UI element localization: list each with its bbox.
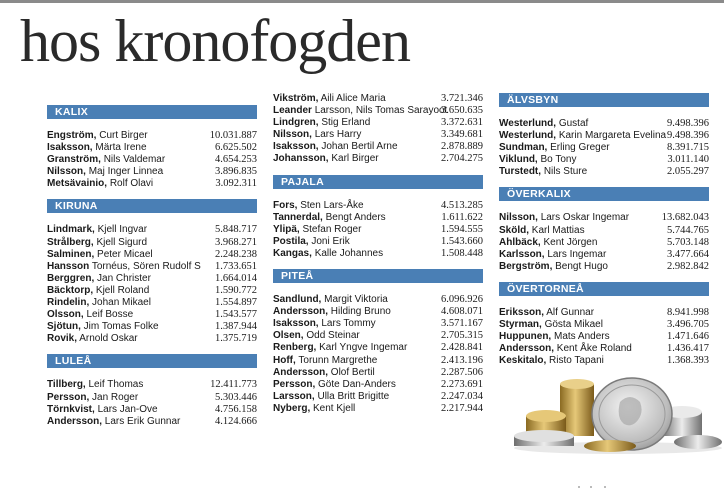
debtor-name (47, 379, 143, 391)
debtor-surname: Postila, (273, 235, 309, 247)
debtor-name (499, 142, 610, 154)
table-row (499, 212, 709, 224)
table-row (499, 307, 709, 319)
table-row (273, 330, 483, 342)
debt-amount: 9.498.396 (667, 118, 709, 129)
debt-amount: 1.387.944 (215, 321, 257, 333)
debtor-name (47, 273, 151, 285)
debtor-given-names: Johan Mikael (92, 297, 151, 309)
table-row (47, 416, 257, 428)
debt-amount: 3.011.140 (667, 154, 709, 166)
table-row (47, 178, 257, 190)
table-row (273, 391, 483, 403)
debtor-given-names: Torunn Margrethe (298, 354, 378, 366)
table-row (273, 141, 483, 153)
debtor-surname: Nyberg, (273, 402, 311, 414)
debtor-surname: Sandlund, (273, 294, 322, 306)
debtor-name (47, 309, 133, 321)
table-row (499, 261, 709, 273)
section-header: ÖVERKALIX (499, 187, 709, 201)
debtor-name (47, 154, 165, 166)
debtor-given-names: Karl Birger (331, 153, 379, 165)
table-row (47, 333, 257, 345)
debtor-surname: Hoff, (273, 354, 296, 366)
column-middle (273, 93, 483, 424)
debt-amount: 2.287.506 (441, 366, 483, 378)
debtor-surname: Karlsson, (499, 248, 545, 260)
debtor-given-names: Jan Roger (92, 391, 139, 403)
table-row (273, 248, 483, 260)
table-row (47, 249, 257, 261)
debtor-name (273, 367, 375, 379)
debtor-name (499, 130, 666, 142)
debt-amount: 1.508.448 (441, 247, 483, 259)
table-row (499, 237, 709, 249)
debtor-given-names: Erling Greger (550, 142, 610, 154)
debtor-surname: Bäcktorp, (47, 284, 94, 296)
table-row (273, 93, 483, 105)
table-row (499, 130, 709, 142)
table-row (499, 225, 709, 237)
debtor-name (273, 93, 386, 105)
debt-amount: 5.303.446 (215, 391, 257, 403)
debtor-name (273, 306, 391, 318)
debtor-surname: Sjötun, (47, 321, 81, 333)
debtor-name (47, 261, 201, 273)
debtor-given-names: Stig Erland (321, 117, 371, 129)
debt-amount: 2.247.034 (441, 390, 483, 402)
section-overtornea (499, 282, 709, 367)
debtor-surname: Isaksson, (47, 142, 93, 154)
debtor-name (47, 142, 147, 154)
debtor-surname: Leander (273, 105, 312, 117)
debtor-given-names: Nils Sture (543, 166, 588, 178)
debt-amount: 3.349.681 (441, 129, 483, 141)
debtor-name (273, 330, 360, 342)
debt-amount: 1.375.719 (215, 333, 257, 345)
table-row (273, 153, 483, 165)
debt-amount: 2.217.944 (441, 402, 483, 414)
debt-amount: 1.554.897 (215, 297, 257, 309)
debtor-surname: Rindelin, (47, 297, 90, 309)
debtor-name (47, 321, 159, 333)
debtor-given-names: Lars Tommy (321, 318, 376, 330)
debtor-given-names: Alf Gunnar (546, 306, 595, 318)
debt-amount: 3.571.167 (441, 318, 483, 330)
table-row (47, 261, 257, 273)
debtor-surname: Isaksson, (273, 141, 319, 153)
debtor-surname: Huppunen, (499, 331, 552, 343)
debtor-name (499, 166, 587, 178)
debtor-surname: Renberg, (273, 342, 317, 354)
debtor-given-names: Aili Alice Maria (320, 93, 386, 104)
debt-amount: 8.941.998 (667, 306, 709, 318)
table-row (47, 166, 257, 178)
debt-amount: 8.391.715 (667, 142, 709, 154)
debtor-name (47, 416, 180, 428)
debtor-given-names: Lars Ingemar (547, 248, 607, 260)
debt-amount: 3.092.311 (215, 178, 257, 190)
debtor-given-names: Jim Tomas Folke (83, 321, 159, 333)
section-kiruna (47, 199, 257, 345)
debtor-name (499, 355, 604, 367)
debtor-given-names: Lars Oskar Ingemar (540, 212, 630, 224)
table-row (47, 237, 257, 249)
table-row (273, 342, 483, 354)
debtor-surname: Törnkvist, (47, 403, 95, 415)
debt-amount: 10.031.887 (209, 130, 257, 141)
table-row (273, 236, 483, 248)
debt-amount: 1.590.772 (215, 284, 257, 296)
debtor-name (499, 343, 632, 355)
table-row (47, 154, 257, 166)
debt-amount: 6.625.502 (215, 142, 257, 154)
debtor-name (273, 342, 407, 354)
section-pitea (273, 269, 483, 415)
debt-amount: 6.096.926 (441, 294, 483, 306)
debtor-given-names: Lars Harry (314, 129, 362, 141)
debtor-given-names: Tornéus, Sören Rudolf S (91, 260, 201, 272)
debtor-surname: Tillberg, (47, 379, 86, 391)
section-kalix (47, 105, 257, 190)
section-lulea (47, 354, 257, 427)
debtor-name (47, 333, 138, 345)
debtor-name (273, 141, 398, 153)
debtor-given-names: Margit Viktoria (324, 294, 388, 306)
section-overkalix (499, 187, 709, 272)
table-row (273, 105, 483, 117)
debtor-given-names: Kjell Roland (95, 284, 150, 296)
debtor-surname: Sundman, (499, 142, 548, 154)
debtor-name (499, 331, 610, 343)
debtor-surname: Westerlund, (499, 130, 557, 142)
debtor-surname: Andersson, (47, 415, 103, 427)
debt-amount: 3.896.835 (215, 166, 257, 178)
debt-amount: 1.543.577 (215, 309, 257, 321)
table-row (47, 379, 257, 391)
section-header: ÄLVSBYN (499, 93, 709, 107)
debtor-given-names: Kalle Johannes (314, 247, 384, 259)
debtor-surname: Nilsson, (499, 212, 538, 224)
debt-amount: 4.513.285 (441, 199, 483, 211)
table-row (273, 318, 483, 330)
debtor-surname: Andersson, (273, 306, 329, 318)
debtor-surname: Berggren, (47, 272, 95, 284)
debtor-surname: Eriksson, (499, 306, 545, 318)
section-header: LULEÅ (47, 354, 257, 368)
debt-amount: 1.733.651 (215, 260, 257, 272)
debt-amount: 3.477.664 (667, 248, 709, 260)
debtor-surname: Kangas, (273, 247, 312, 259)
debtor-name (273, 403, 355, 415)
debtor-surname: Salminen, (47, 248, 95, 260)
debt-amount: 4.654.253 (215, 154, 257, 166)
table-row (273, 367, 483, 379)
section-alvsbyn (499, 93, 709, 178)
debt-amount: 1.611.622 (441, 211, 483, 223)
section-header: PITEÅ (273, 269, 483, 283)
debtor-surname: Keskitalo, (499, 355, 547, 367)
debtor-surname: Ylipä, (273, 223, 300, 235)
debtor-name (273, 212, 386, 224)
debt-amount: 1.594.555 (441, 223, 483, 235)
debtor-surname: Tannerdal, (273, 211, 323, 223)
table-row (47, 321, 257, 333)
debtor-surname: Bergström, (499, 260, 553, 272)
debtor-name (499, 319, 603, 331)
column-left (47, 105, 257, 437)
debtor-given-names: Mats Anders (554, 331, 610, 343)
debt-amount: 12.411.773 (210, 379, 257, 391)
debtor-surname: Rovik, (47, 333, 78, 345)
debt-amount: 1.664.014 (215, 272, 257, 284)
debtor-name (273, 153, 379, 165)
debtor-given-names: Karin Margareta Evelina (558, 130, 667, 142)
debtor-surname: Westerlund, (499, 118, 557, 129)
debtor-surname: Vikström, (273, 93, 319, 104)
section-header: PAJALA (273, 175, 483, 189)
section-header: KALIX (47, 105, 257, 119)
debtor-given-names: Kent Kjell (313, 402, 356, 414)
debtor-surname: Isaksson, (273, 318, 319, 330)
debtor-given-names: Odd Steinar (306, 330, 360, 342)
table-row (47, 285, 257, 297)
debtor-given-names: Göte Dan-Anders (318, 378, 396, 390)
table-row (273, 129, 483, 141)
section-header: KIRUNA (47, 199, 257, 213)
table-row (47, 130, 257, 142)
debt-amount: 2.413.196 (441, 354, 483, 366)
debtor-given-names: Bo Tony (540, 154, 577, 166)
debtor-given-names: Gösta Mikael (544, 319, 603, 331)
top-rule (0, 0, 724, 3)
debtor-given-names: Gustaf (558, 118, 589, 129)
debtor-surname: Styrman, (499, 319, 542, 331)
debtor-name (47, 237, 147, 249)
debtor-name (499, 261, 608, 273)
debtor-surname: Persson, (273, 378, 316, 390)
table-row (499, 249, 709, 261)
table-row (499, 355, 709, 367)
debt-amount: 1.368.393 (667, 355, 709, 367)
debt-amount: 13.682.043 (661, 212, 709, 224)
debt-amount: 3.372.631 (441, 117, 483, 129)
debtor-name (47, 249, 153, 261)
debtor-name (273, 355, 377, 367)
debt-amount: 2.878.889 (441, 141, 483, 153)
debtor-name (273, 224, 361, 236)
debtor-given-names: Curt Birger (99, 130, 148, 141)
debt-amount: 3.496.705 (667, 319, 709, 331)
debtor-name (273, 236, 350, 248)
debtor-given-names: Kjell Sigurd (96, 236, 148, 248)
debtor-surname: Olsson, (47, 309, 84, 321)
debtor-given-names: Märta Irene (95, 142, 147, 154)
debtor-surname: Persson, (47, 391, 90, 403)
debtor-given-names: Karl Mattias (531, 224, 585, 236)
debtor-given-names: Kent Jörgen (543, 236, 598, 248)
debtor-name (47, 285, 149, 297)
table-row (47, 404, 257, 416)
debtor-name (499, 237, 597, 249)
coins-illustration (512, 372, 724, 454)
debtor-name (273, 391, 389, 403)
debt-amount: 2.248.238 (215, 248, 257, 260)
debtor-given-names: Ulla Britt Brigitte (317, 390, 390, 402)
table-row (47, 309, 257, 321)
debtor-surname: Viklund, (499, 154, 538, 166)
section-header: ÖVERTORNEÅ (499, 282, 709, 296)
table-row (47, 273, 257, 285)
debtor-surname: Olsen, (273, 330, 304, 342)
debtor-given-names: Olof Bertil (330, 366, 375, 378)
debt-amount: 2.705.315 (441, 330, 483, 342)
table-row (47, 224, 257, 236)
debtor-given-names: Stefan Roger (302, 223, 362, 235)
table-row (499, 154, 709, 166)
table-row (273, 403, 483, 415)
debt-amount: 3.721.346 (441, 93, 483, 104)
debtor-given-names: Risto Tapani (549, 355, 604, 367)
table-row (47, 392, 257, 404)
footer-ornament (578, 484, 608, 490)
debtor-name (499, 249, 606, 261)
debtor-surname: Johansson, (273, 153, 329, 165)
debtor-name (273, 294, 388, 306)
debtor-name (47, 166, 163, 178)
debtor-given-names: Johan Bertil Arne (321, 141, 398, 153)
debtor-surname: Lindgren, (273, 117, 319, 129)
section-pajala (273, 175, 483, 260)
table-row (273, 306, 483, 318)
debtor-given-names: Leif Bosse (86, 309, 134, 321)
debt-amount: 1.543.660 (441, 235, 483, 247)
debtor-name (47, 224, 147, 236)
debtor-surname: Strålberg, (47, 236, 94, 248)
debtor-name (273, 318, 376, 330)
debtor-surname: Sköld, (499, 224, 530, 236)
debtor-name (47, 392, 138, 404)
debtor-given-names: Lars Jan-Ove (97, 403, 158, 415)
debtor-name (273, 379, 396, 391)
debtor-given-names: Kjell Ingvar (97, 224, 148, 236)
debtor-given-names: Karl Yngve Ingemar (319, 342, 408, 354)
debtor-given-names: Sten Lars-Åke (300, 199, 364, 211)
debtor-surname: Hansson (47, 260, 90, 272)
debtor-surname: Granström, (47, 154, 101, 166)
table-row (273, 212, 483, 224)
debtor-name (273, 117, 370, 129)
debtor-name (499, 118, 588, 130)
debtor-surname: Andersson, (273, 366, 329, 378)
table-row (47, 142, 257, 154)
debt-amount: 5.703.148 (667, 236, 709, 248)
debtor-given-names: Bengt Hugo (555, 260, 608, 272)
debtor-surname: Lindmark, (47, 224, 95, 236)
debt-amount: 2.428.841 (441, 342, 483, 354)
debtor-surname: Engström, (47, 130, 97, 141)
debtor-surname: Fors, (273, 199, 298, 211)
debtor-name (47, 130, 148, 142)
debtor-given-names: Maj Inger Linnea (88, 166, 164, 178)
table-row (273, 379, 483, 391)
table-row (273, 355, 483, 367)
table-row (273, 200, 483, 212)
debt-amount: 2.982.842 (667, 260, 709, 272)
debtor-given-names: Leif Thomas (88, 379, 144, 391)
debtor-given-names: Lars Erik Gunnar (104, 415, 181, 427)
debtor-given-names: Kent Åke Roland (556, 343, 632, 355)
debtor-name (273, 200, 364, 212)
debtor-given-names: Nils Valdemar (103, 154, 166, 166)
page-title: hos kronofogden (20, 8, 410, 74)
debt-amount: 4.756.158 (215, 403, 257, 415)
debtor-surname: Nilsson, (47, 166, 86, 178)
debt-amount: 3.650.635 (441, 105, 483, 117)
debtor-name (499, 307, 594, 319)
table-row (499, 118, 709, 130)
debtor-given-names: Hilding Bruno (330, 306, 391, 318)
table-row (499, 166, 709, 178)
debtor-name (273, 248, 383, 260)
debtor-name (499, 154, 576, 166)
debtor-surname: Andersson, (499, 343, 555, 355)
table-row (499, 319, 709, 331)
debtor-given-names: Rolf Olavi (109, 178, 154, 190)
debt-amount: 2.055.297 (667, 166, 709, 178)
table-row (499, 142, 709, 154)
debtor-name (499, 212, 629, 224)
debtor-given-names: Larsson, Nils Tomas Sarayoot (314, 105, 448, 117)
debt-amount: 1.436.417 (667, 343, 709, 355)
debtor-name (47, 404, 158, 416)
debtor-given-names: Arnold Oskar (79, 333, 138, 345)
section-continued (273, 93, 483, 166)
debt-amount: 1.471.646 (667, 331, 709, 343)
column-right (499, 93, 709, 376)
table-row (499, 343, 709, 355)
debtor-name (273, 105, 447, 117)
debt-amount: 5.848.717 (215, 224, 257, 236)
table-row (273, 224, 483, 236)
debtor-surname: Metsävainio, (47, 178, 108, 190)
debtor-surname: Ahlbäck, (499, 236, 541, 248)
debtor-name (47, 178, 153, 190)
debtor-surname: Turstedt, (499, 166, 542, 178)
table-row (273, 117, 483, 129)
debtor-given-names: Bengt Anders (325, 211, 386, 223)
debtor-given-names: Joni Erik (311, 235, 350, 247)
debtor-surname: Larsson, (273, 390, 315, 402)
debt-amount: 9.498.396 (667, 130, 709, 142)
table-row (499, 331, 709, 343)
debtor-name (47, 297, 151, 309)
debtor-name (499, 225, 585, 237)
debtor-name (273, 129, 361, 141)
debtor-given-names: Peter Micael (97, 248, 153, 260)
debt-amount: 4.124.666 (215, 415, 257, 427)
debt-amount: 2.273.691 (441, 378, 483, 390)
debt-amount: 4.608.071 (441, 306, 483, 318)
debtor-surname: Nilsson, (273, 129, 312, 141)
debt-amount: 2.704.275 (441, 153, 483, 165)
debt-amount: 3.968.271 (215, 236, 257, 248)
table-row (273, 294, 483, 306)
debt-amount: 5.744.765 (667, 224, 709, 236)
debtor-given-names: Jan Christer (97, 272, 151, 284)
table-row (47, 297, 257, 309)
